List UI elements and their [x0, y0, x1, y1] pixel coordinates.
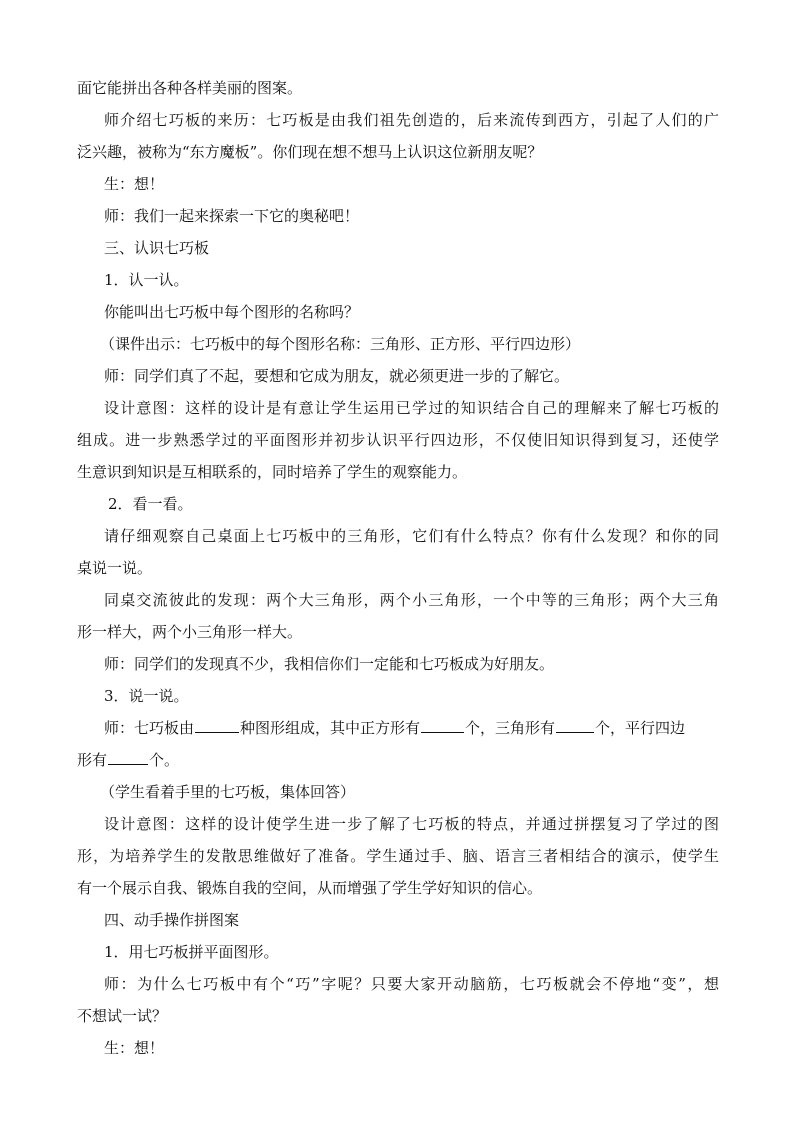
fill-in-line: [77, 744, 719, 776]
answer-blank: [556, 714, 594, 733]
design-intent-line: 设计意图：这样的设计使学生进一步了解了七巧板的特点，并通过拼摆复习了学过的图: [104, 815, 719, 833]
document-body: [77, 72, 719, 1064]
paragraph-line: 师介绍七巧板的来历：七巧板是由我们祖先创造的，后来流传到西方，引起了人们的广: [104, 111, 719, 129]
paragraph-line: 同桌交流彼此的发现：两个大三角形，两个小三角形，一个中等的三角形；两个大三角: [104, 591, 719, 609]
dialogue-line: 师：为什么七巧板中有个“巧”字呢？只要大家开动脑筋，七巧板就会不停地“变”，想: [104, 975, 719, 993]
fill-in-line: [77, 712, 719, 744]
dialogue-line: 师：同学们真了不起，要想和它成为朋友，就必须更进一步的了解它。: [104, 367, 570, 385]
design-intent-line: 设计意图：这样的设计是有意让学生运用已学过的知识结合自己的理解来了解七巧板的: [104, 399, 719, 417]
fill-in-text: 种图形组成，其中正方形有: [240, 719, 421, 737]
fill-in-text: 个。: [149, 751, 180, 769]
paragraph-line: 形一样大，两个小三角形一样大。: [77, 623, 303, 641]
design-intent-line: 生意识到知识是互相联系的，同时培养了学生的观察能力。: [77, 463, 468, 481]
subsection-heading: 1．用七巧板拼平面图形。: [104, 943, 279, 961]
paragraph-line: （学生看着手里的七巧板，集体回答）: [100, 783, 356, 801]
dialogue-line: 师：同学们的发现真不少，我相信你们一定能和七巧板成为好朋友。: [104, 655, 555, 673]
fill-in-text: 个，平行四边: [595, 719, 686, 737]
fill-in-text: 师：七巧板由: [104, 719, 195, 737]
subsection-heading: 3．说一说。: [104, 687, 189, 705]
paragraph-line: （课件出示：七巧板中的每个图形名称：三角形、正方形、平行四边形）: [100, 335, 581, 353]
design-intent-line: 组成。进一步熟悉学过的平面图形并初步认识平行四边形，不仅使旧知识得到复习，还使学: [77, 431, 719, 449]
paragraph-line: 你能叫出七巧板中每个图形的名称吗？: [104, 303, 360, 321]
dialogue-line: 生：想！: [104, 1039, 165, 1057]
fill-in-text: 形有: [77, 751, 108, 769]
paragraph-line: 面它能拼出各种各样美丽的图案。: [77, 79, 303, 97]
design-intent-line: 形，为培养学生的发散思维做好了准备。学生通过手、脑、语言三者相结合的演示，使学生: [77, 847, 719, 865]
dialogue-line: 生：想！: [104, 175, 165, 193]
answer-blank: [195, 714, 239, 733]
answer-blank: [421, 714, 464, 733]
paragraph-line: 泛兴趣，被称为“东方魔板”。你们现在想不想马上认识这位新朋友呢？: [77, 143, 543, 161]
fill-in-text: 个，三角形有: [465, 719, 556, 737]
subsection-heading: 1．认一认。: [104, 271, 189, 289]
design-intent-line: 有一个展示自我、锻炼自我的空间，从而增强了学生学好知识的信心。: [77, 879, 543, 897]
paragraph-line: 桌说一说。: [77, 559, 153, 577]
answer-blank: [108, 746, 148, 765]
dialogue-line: 师：我们一起来探索一下它的奥秘吧！: [104, 207, 360, 225]
section-heading: 四、动手操作拼图案: [104, 911, 240, 929]
dialogue-line: 不想试一试？: [77, 1007, 168, 1025]
subsection-heading: 2．看一看。: [108, 495, 193, 513]
paragraph-line: 请仔细观察自己桌面上七巧板中的三角形，它们有什么特点？你有什么发现？和你的同: [104, 527, 719, 545]
section-heading: 三、认识七巧板: [104, 239, 210, 257]
